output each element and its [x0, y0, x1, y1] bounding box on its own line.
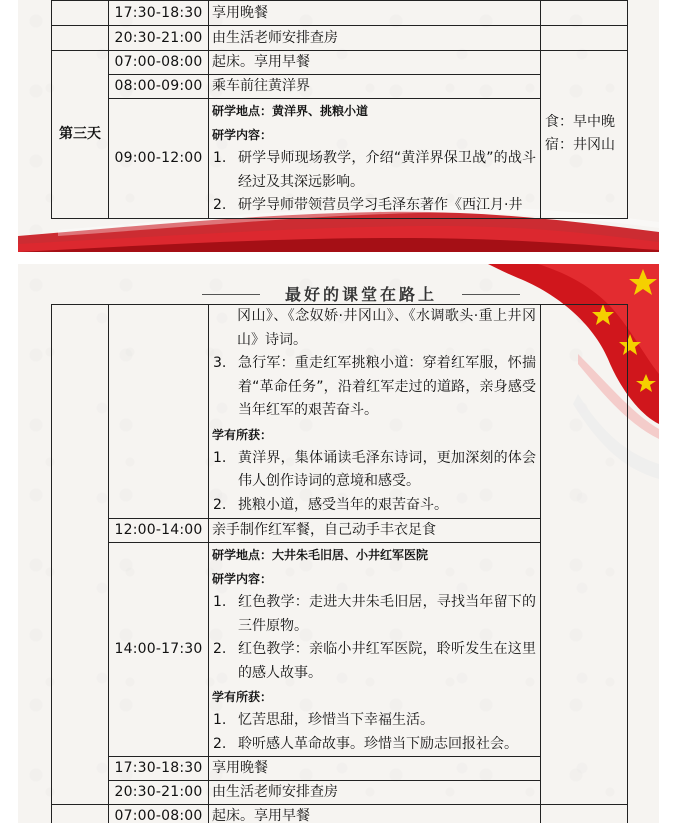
list-text: 研学导师带领营员学习毛泽东著作《西江月·井	[238, 197, 523, 213]
table-cell-empty	[52, 1, 109, 26]
list-number: 1.	[213, 712, 227, 728]
list-item	[212, 194, 540, 218]
time-cell: 09:00-12:00	[109, 99, 209, 219]
schedule-page-top	[18, 0, 659, 252]
gain-header: 学有所获：	[212, 690, 273, 704]
list-text-continued: 冈山》、《念奴娇·井冈山》、《水调歌头·重上井冈山》诗词。	[237, 308, 536, 348]
list-item	[212, 352, 540, 423]
afternoon-activity-cell	[209, 543, 541, 757]
activity-cell: 起床。享用早餐	[209, 51, 541, 75]
table-cell-empty	[52, 805, 109, 823]
list-item	[212, 638, 540, 685]
content-header: 研学内容：	[212, 128, 273, 142]
list-text: 忆苦思甜，珍惜当下幸福生活。	[238, 712, 434, 728]
list-item	[212, 591, 540, 638]
gain-header: 学有所获：	[212, 427, 273, 442]
list-number: 2.	[213, 735, 227, 752]
stay-note: 宿：井冈山	[545, 137, 615, 154]
activity-cell: 起床。享用早餐	[209, 805, 541, 823]
list-item	[212, 494, 540, 518]
time-cell: 17:30-18:30	[109, 1, 209, 26]
list-text: 急行军：重走红军挑粮小道：穿着红军服，怀揣着“革命任务”，沿着红军走过的道路，亲身感受当年红军的艰苦奋斗。	[238, 355, 536, 418]
list-text: 挑粮小道，感受当年的艰苦奋斗。	[238, 496, 448, 513]
list-number: 3.	[213, 355, 227, 371]
table-cell-empty	[52, 26, 109, 51]
meal-stay-note	[541, 51, 628, 219]
activity-cell: 乘车前往黄洋界	[209, 75, 541, 99]
list-number: 2.	[213, 496, 227, 513]
activity-cell: 由生活老师安排查房	[209, 781, 541, 805]
time-cell: 17:30-18:30	[109, 757, 209, 781]
table-cell-empty	[541, 305, 628, 805]
day-label: 第三天	[52, 51, 109, 219]
location-header: 研学地点：大井朱毛旧居、小井红军医院	[212, 548, 429, 562]
time-cell: 14:00-17:30	[109, 543, 209, 757]
time-cell: 07:00-08:00	[109, 805, 209, 823]
list-number: 2.	[213, 197, 227, 213]
activity-cell: 亲手制作红军餐，自己动手丰衣足食	[209, 519, 541, 543]
time-cell: 12:00-14:00	[109, 519, 209, 543]
table-cell-empty	[109, 305, 209, 519]
list-number: 1.	[213, 150, 227, 166]
list-number: 1.	[213, 594, 227, 610]
list-text: 研学导师现场教学，介绍“黄洋界保卫战”的战斗经过及其深远影响。	[238, 150, 536, 190]
list-text: 聆听感人革命故事。珍惜当下励志回报社会。	[238, 735, 518, 752]
time-cell: 20:30-21:00	[109, 26, 209, 51]
time-cell: 07:00-08:00	[109, 51, 209, 75]
activity-cell: 享用晚餐	[209, 757, 541, 781]
schedule-table-bottom	[51, 304, 628, 823]
time-cell: 08:00-09:00	[109, 75, 209, 99]
banner-title: 最好的课堂在路上	[284, 285, 437, 304]
table-cell-empty	[541, 1, 628, 26]
list-item	[212, 733, 540, 757]
list-text: 红色教学：亲临小井红军医院，聆听发生在这里的感人故事。	[238, 641, 536, 681]
list-item	[212, 709, 540, 733]
activity-cell: 享用晚餐	[209, 1, 541, 26]
list-number: 1.	[213, 449, 227, 466]
list-item	[212, 147, 540, 194]
list-text: 红色教学：走进大井朱毛旧居，寻找当年留下的三件原物。	[238, 594, 536, 634]
morning-activity-cell	[209, 99, 541, 219]
list-number: 2.	[213, 641, 227, 657]
morning-activity-continued	[209, 305, 541, 519]
list-text: 黄洋界，集体诵读毛泽东诗词，更加深刻的体会伟人创作诗词的意境和感受。	[238, 449, 536, 489]
time-cell: 20:30-21:00	[109, 781, 209, 805]
location-header: 研学地点：黄洋界、挑粮小道	[212, 104, 369, 118]
schedule-page-bottom	[18, 264, 659, 823]
table-cell-empty	[52, 305, 109, 805]
table-cell-empty	[541, 26, 628, 51]
activity-cell: 由生活老师安排查房	[209, 26, 541, 51]
meal-note: 食：早中晚	[545, 114, 615, 131]
table-cell-empty	[541, 805, 628, 823]
schedule-table-top	[51, 0, 628, 219]
content-header: 研学内容：	[212, 572, 273, 586]
list-item	[212, 447, 540, 494]
